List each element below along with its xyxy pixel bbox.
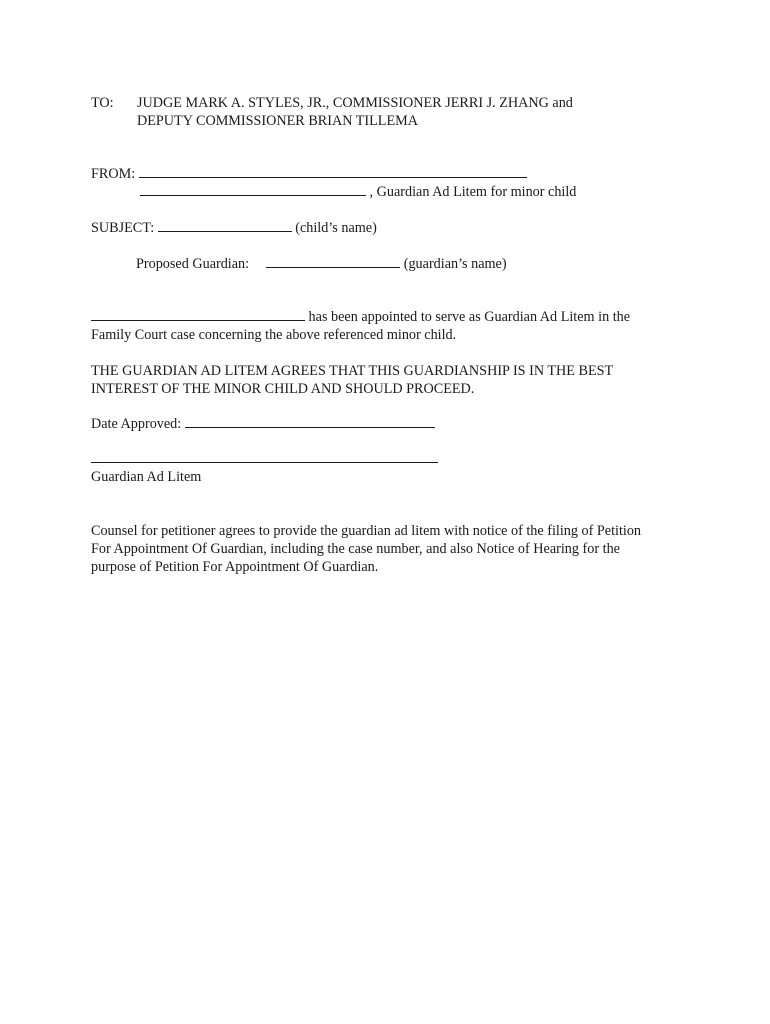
counsel-line3: purpose of Petition For Appointment Of Guardian. bbox=[91, 559, 379, 575]
signature-line bbox=[91, 450, 438, 468]
child-name-hint: (child’s name) bbox=[295, 220, 377, 236]
date-approved-blank[interactable] bbox=[185, 415, 435, 428]
subject-label: SUBJECT: bbox=[91, 220, 155, 236]
subject-line bbox=[91, 219, 377, 237]
to-recipients-line2: DEPUTY COMMISSIONER BRIAN TILLEMA bbox=[137, 113, 418, 129]
date-approved-label: Date Approved: bbox=[91, 416, 182, 432]
date-approved-line bbox=[91, 415, 435, 433]
agreement-line1: THE GUARDIAN AD LITEM AGREES THAT THIS GUARDIANSHIP IS IN THE BEST bbox=[91, 363, 614, 379]
counsel-line2: For Appointment Of Guardian, including the case number, and also Notice of Hearing for the bbox=[91, 541, 620, 557]
proposed-guardian-line bbox=[136, 255, 507, 273]
proposed-guardian-label: Proposed Guardian: bbox=[136, 256, 250, 272]
to-label: TO: bbox=[91, 95, 114, 111]
guardian-name-blank[interactable] bbox=[140, 183, 366, 196]
signature-blank[interactable] bbox=[91, 450, 438, 463]
guardian-name-hint: (guardian’s name) bbox=[403, 256, 507, 272]
signature-label: Guardian Ad Litem bbox=[91, 469, 202, 485]
from-guardian-suffix: , Guardian Ad Litem for minor child bbox=[369, 184, 577, 200]
from-line bbox=[91, 165, 527, 183]
to-recipients-line1: JUDGE MARK A. STYLES, JR., COMMISSIONER JERRI J. ZHANG and bbox=[137, 95, 573, 111]
agreement-line2: INTEREST OF THE MINOR CHILD AND SHOULD PROCEED. bbox=[91, 381, 475, 397]
from-label: FROM: bbox=[91, 166, 136, 182]
appointment-text: has been appointed to serve as Guardian Ad Litem in the bbox=[308, 309, 631, 325]
from-guardian-line bbox=[140, 183, 576, 201]
counsel-line1: Counsel for petitioner agrees to provide the guardian ad litem with notice of the filing of Petition bbox=[91, 523, 642, 539]
appointment-line2: Family Court case concerning the above referenced minor child. bbox=[91, 327, 457, 343]
from-name-blank[interactable] bbox=[139, 165, 527, 178]
appointment-line1 bbox=[91, 308, 630, 326]
appointee-name-blank[interactable] bbox=[91, 308, 305, 321]
child-name-blank[interactable] bbox=[158, 219, 292, 232]
proposed-guardian-blank[interactable] bbox=[266, 255, 400, 268]
